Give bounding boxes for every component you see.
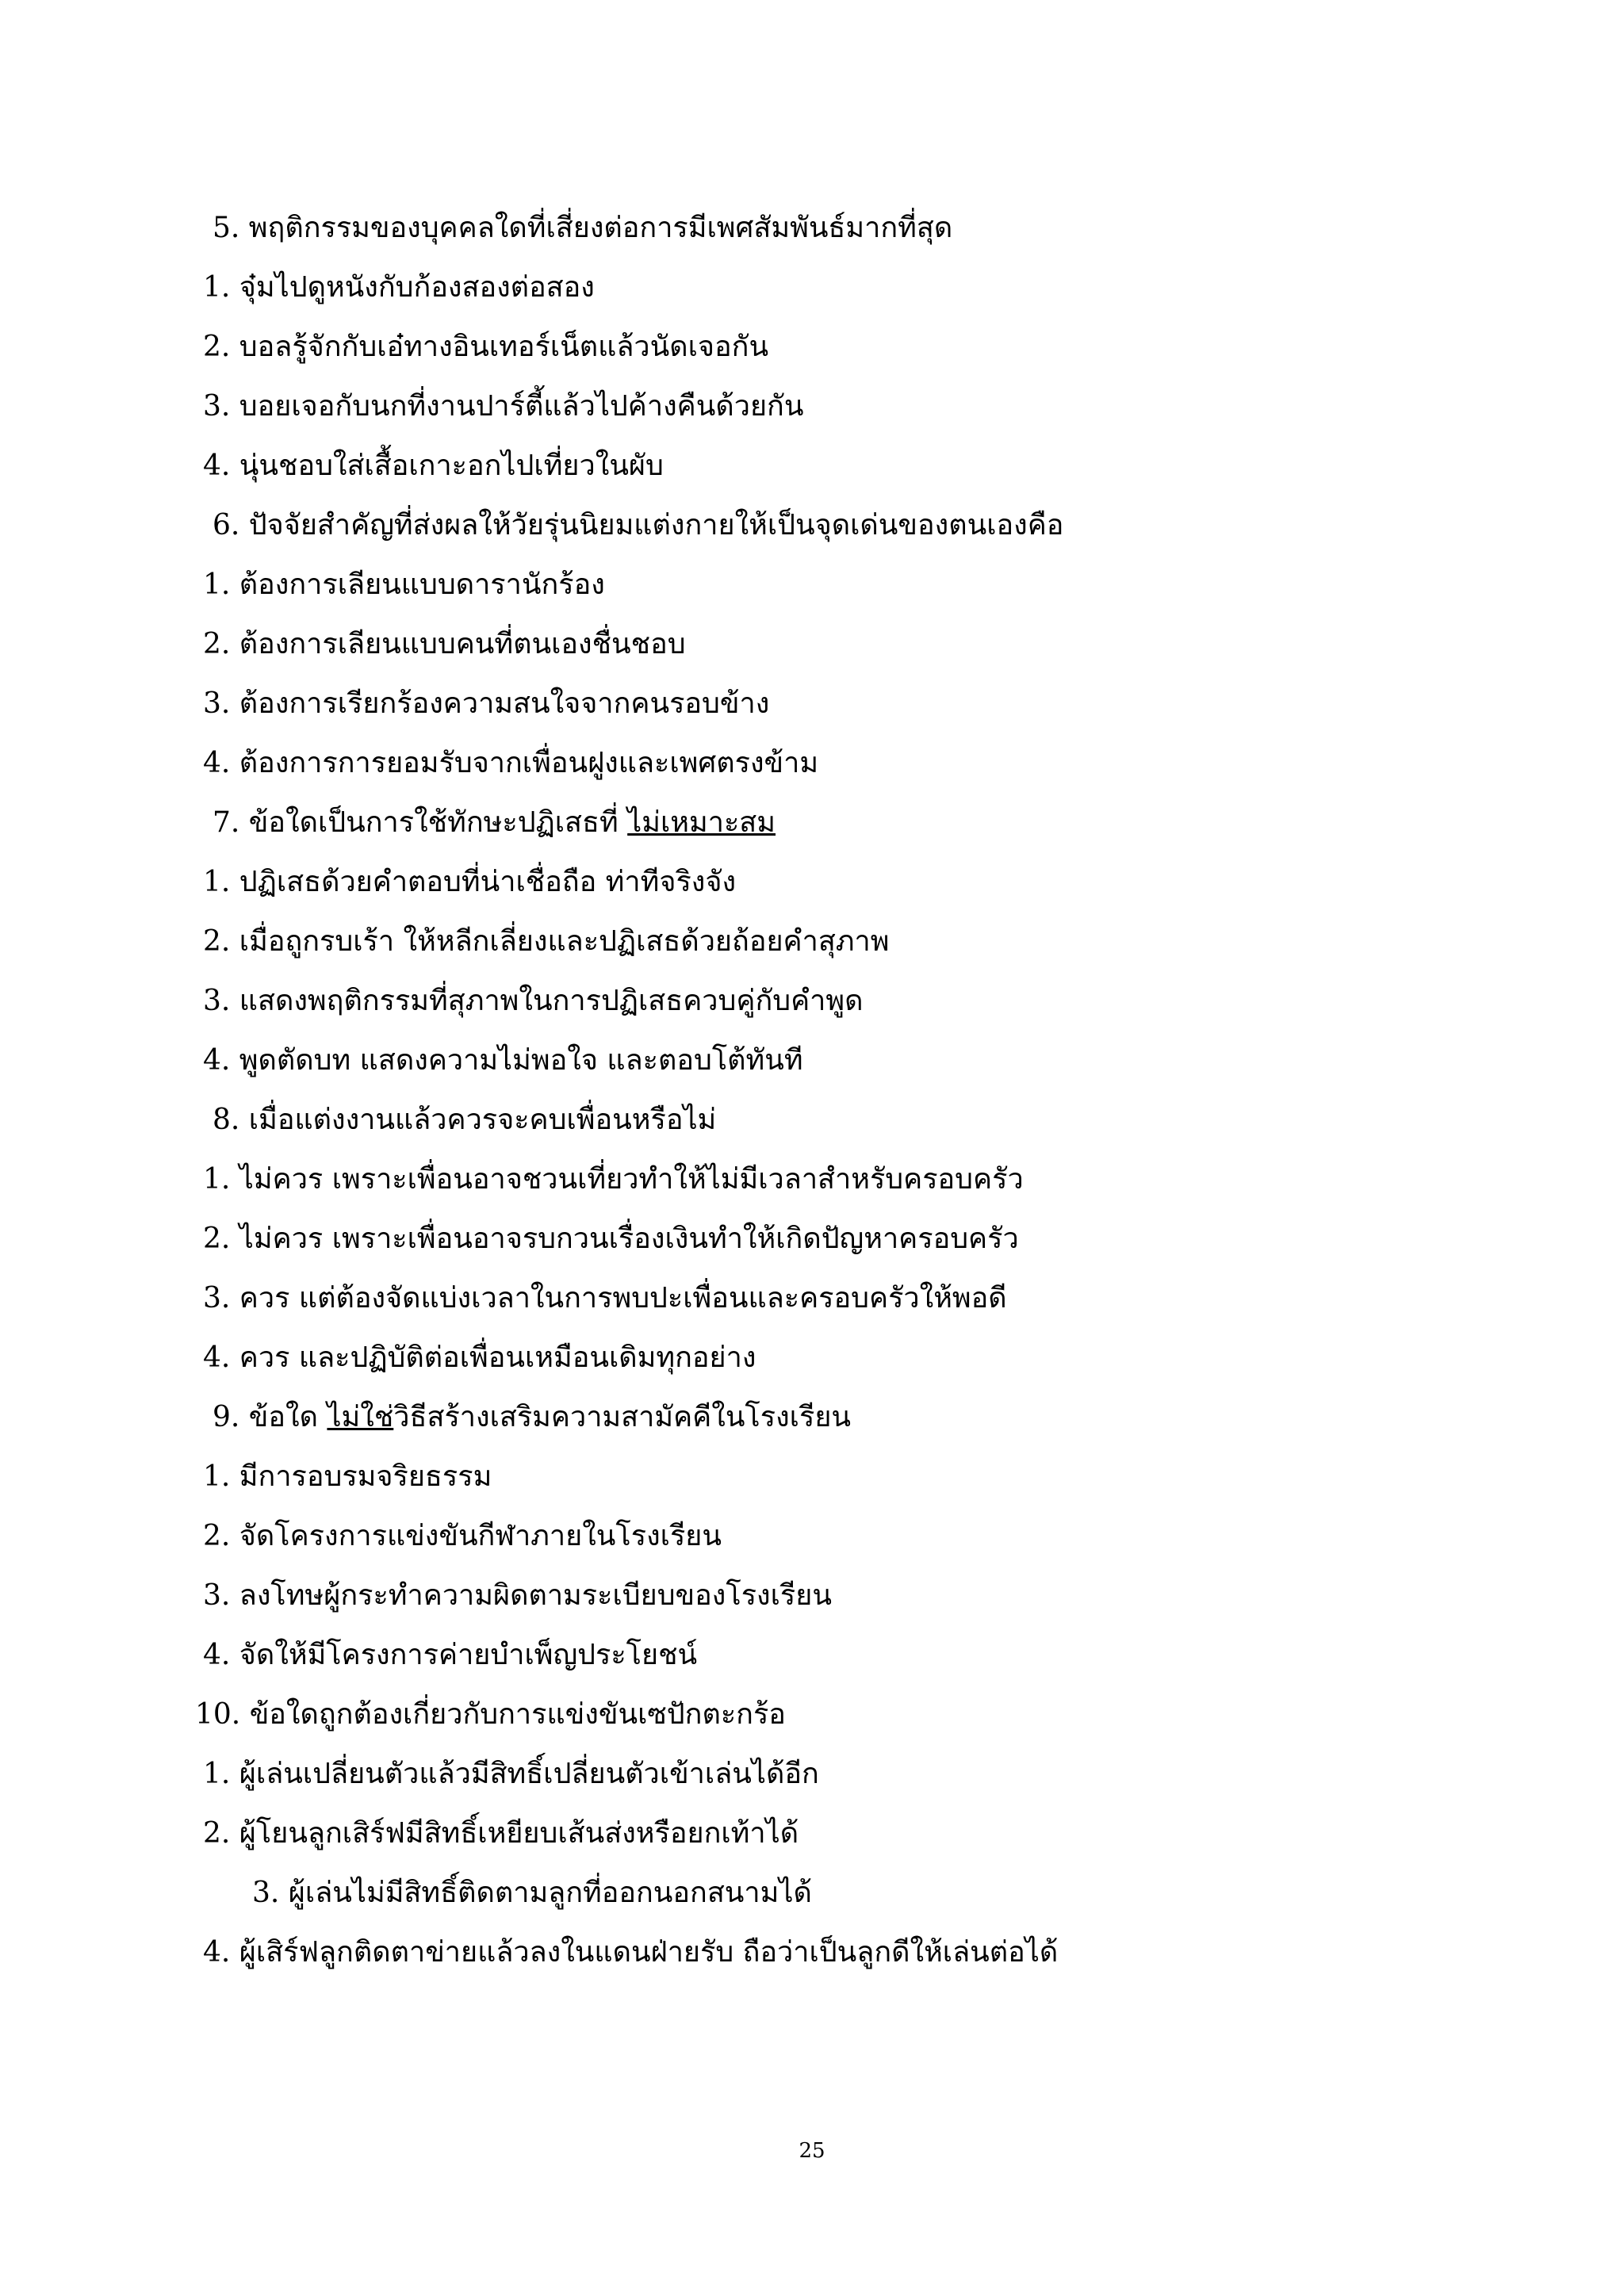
question-9-choice-4: 4. จัดให้มีโครงการค่ายบำเพ็ญประโยชน์	[203, 1639, 698, 1671]
question-10-choice-4: 4. ผู้เสิร์ฟลูกติดตาข่ายแล้วลงในแดนฝ่ายรับ ถือว่าเป็นลูกดีให้เล่นต่อได้	[203, 1936, 1059, 1969]
question-8-choice-4: 4. ควร และปฏิบัติต่อเพื่อนเหมือนเดิมทุกอย่าง	[203, 1341, 756, 1374]
question-8-choice-1: 1. ไม่ควร เพราะเพื่อนอาจชวนเที่ยวทำให้ไม่มีเวลาสำหรับครอบครัว	[203, 1163, 1024, 1196]
question-9-choice-2: 2. จัดโครงการแข่งขันกีฬาภายในโรงเรียน	[203, 1520, 722, 1552]
question-6-choice-3: 3. ต้องการเรียกร้องความสนใจจากคนรอบข้าง	[203, 687, 770, 720]
question-9-emphasis: ไม่ใช่	[327, 1401, 394, 1433]
question-6-choice-2: 2. ต้องการเลียนแบบคนที่ตนเองชื่นชอบ	[203, 628, 686, 660]
question-9-stem-prefix: 9. ข้อใด	[213, 1401, 327, 1433]
question-8-choice-2: 2. ไม่ควร เพราะเพื่อนอาจรบกวนเรื่องเงินทำให้เกิดปัญหาครอบครัว	[203, 1223, 1019, 1255]
question-7-stem-text: 7. ข้อใดเป็นการใช้ทักษะปฏิเสธที่	[213, 806, 628, 839]
question-6-choice-4: 4. ต้องการการยอมรับจากเพื่อนฝูงและเพศตรงข้าม	[203, 747, 819, 779]
question-7-choice-4: 4. พูดตัดบท แสดงความไม่พอใจ และตอบโต้ทันที	[203, 1044, 803, 1077]
question-5-stem: 5. พฤติกรรมของบุคคลใดที่เสี่ยงต่อการมีเพศสัมพันธ์มากที่สุด	[213, 212, 953, 244]
question-7-stem	[213, 806, 776, 840]
question-8-stem: 8. เมื่อแต่งงานแล้วควรจะคบเพื่อนหรือไม่	[213, 1104, 717, 1136]
question-9-choice-3: 3. ลงโทษผู้กระทำความผิดตามระเบียบของโรงเรียน	[203, 1579, 832, 1612]
question-10-choice-1: 1. ผู้เล่นเปลี่ยนตัวแล้วมีสิทธิ์เปลี่ยนตัวเข้าเล่นได้อีก	[203, 1758, 819, 1790]
question-10-choice-3: 3. ผู้เล่นไม่มีสิทธิ์ติดตามลูกที่ออกนอกสนามได้	[252, 1877, 812, 1909]
question-8-choice-3: 3. ควร แต่ต้องจัดแบ่งเวลาในการพบปะเพื่อนและครอบครัวให้พอดี	[203, 1282, 1007, 1314]
question-9-choice-1: 1. มีการอบรมจริยธรรม	[203, 1460, 492, 1493]
question-7-emphasis: ไม่เหมาะสม	[627, 806, 776, 839]
question-9-stem	[213, 1400, 851, 1435]
question-5-choice-1: 1. จุ๋มไปดูหนังกับก้องสองต่อสอง	[203, 271, 595, 304]
question-5-choice-4: 4. นุ่นชอบใส่เสื้อเกาะอกไปเที่ยวในผับ	[203, 450, 664, 482]
question-7-choice-2: 2. เมื่อถูกรบเร้า ให้หลีกเลี่ยงและปฏิเสธด้วยถ้อยคำสุภาพ	[203, 925, 890, 958]
question-6-choice-1: 1. ต้องการเลียนแบบดารานักร้อง	[203, 568, 605, 601]
question-10-choice-2: 2. ผู้โยนลูกเสิร์ฟมีสิทธิ์เหยียบเส้นส่งหรือยกเท้าได้	[203, 1817, 799, 1850]
question-10-stem: 10. ข้อใดถูกต้องเกี่ยวกับการแข่งขันเซปักตะกร้อ	[195, 1698, 786, 1731]
question-5-choice-2: 2. บอลรู้จักกับเอ๋ทางอินเทอร์เน็ตแล้วนัดเจอกัน	[203, 331, 769, 363]
question-7-choice-3: 3. แสดงพฤติกรรมที่สุภาพในการปฏิเสธควบคู่กับคำพูด	[203, 985, 864, 1017]
question-7-choice-1: 1. ปฏิเสธด้วยคำตอบที่น่าเชื่อถือ ท่าทีจริงจัง	[203, 866, 737, 898]
question-6-stem: 6. ปัจจัยสำคัญที่ส่งผลให้วัยรุ่นนิยมแต่งกายให้เป็นจุดเด่นของตนเองคือ	[213, 509, 1064, 541]
question-9-stem-suffix: วิธีสร้างเสริมความสามัคคีในโรงเรียน	[393, 1401, 852, 1433]
page-number: 25	[799, 2139, 825, 2163]
question-5-choice-3: 3. บอยเจอกับนกที่งานปาร์ตี้แล้วไปค้างคืนด้วยกัน	[203, 390, 804, 423]
